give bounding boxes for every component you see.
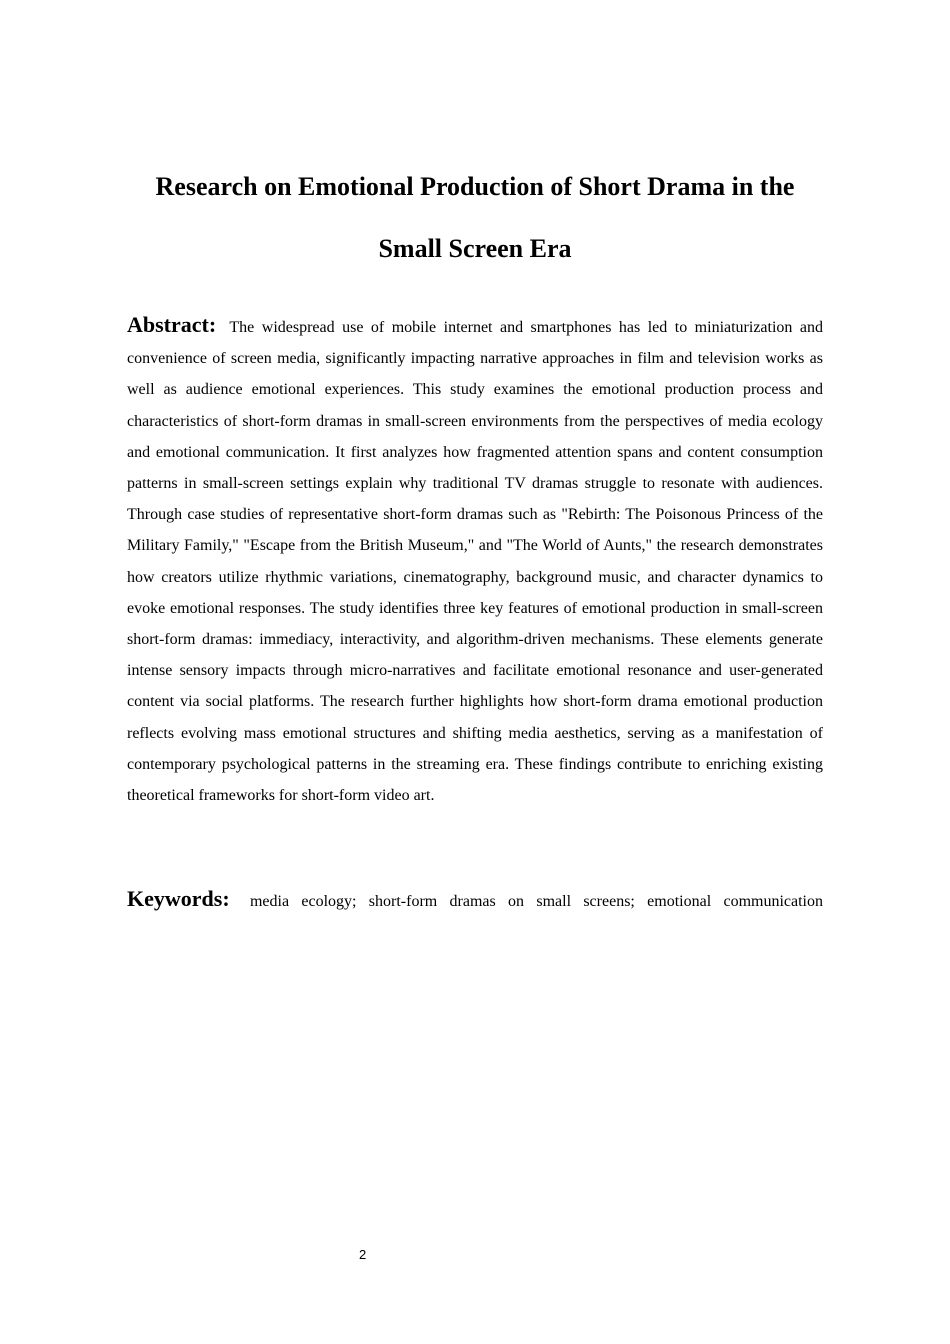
abstract-paragraph (127, 309, 823, 811)
document-title: Research on Emotional Production of Short Drama in the Small Screen Era (155, 172, 795, 263)
abstract-label: Abstract: (127, 312, 217, 337)
keywords-label: Keywords: (127, 886, 230, 911)
keywords-paragraph (127, 884, 823, 917)
abstract-text: The widespread use of mobile internet and smartphones has led to miniaturization and convenience of screen media, significantly impacting narrative approaches in film and television works as well as audience emotional experiences. This study examines the emotional production process and characteristics of short-form dramas in small-screen environments from the perspectives of media ecology and emotional communication. It first analyzes how fragmented attention spans and content consumption patterns in small-screen settings explain why traditional TV dramas struggle to resonate with audiences. Through case studies of representative short-form dramas such as "Rebirth: The Poisonous Princess of the Military Family," "Escape from the British Museum," and "The World of Aunts," the research demonstrates how creators utilize rhythmic variations, cinematography, background music, and character dynamics to evoke emotional responses. The study identifies three key features of emotional production in small-screen short-form dramas: immediacy, interactivity, and algorithm-driven mechanisms. These elements generate intense sensory impacts through micro-narratives and facilitate emotional resonance and user-generated content via social platforms. The research further highlights how short-form drama emotional production reflects evolving mass emotional structures and shifting media aesthetics, serving as a manifestation of contemporary psychological patterns in the streaming era. These findings contribute to enriching existing theoretical frameworks for short-form video art. (127, 319, 824, 805)
keywords-text: media ecology; short-form dramas on small screens; emotional communication (249, 893, 823, 910)
page-number: 2 (359, 1247, 367, 1262)
